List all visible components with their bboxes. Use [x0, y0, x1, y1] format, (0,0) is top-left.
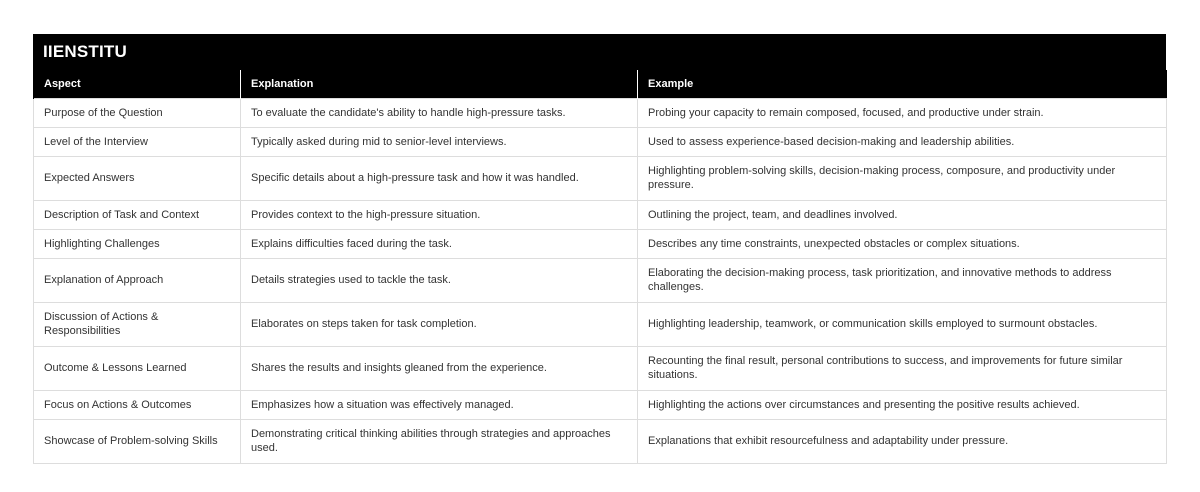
table-row [34, 302, 1167, 346]
cell-example: Highlighting leadership, teamwork, or communication skills employed to surmount obstacles. [638, 302, 1167, 346]
cell-explanation: To evaluate the candidate's ability to handle high-pressure tasks. [241, 98, 638, 127]
cell-example: Recounting the final result, personal contributions to success, and improvements for future similar situations. [638, 346, 1167, 390]
table-header-row [34, 70, 1167, 98]
content-table-wrapper [33, 34, 1166, 464]
cell-aspect: Outcome & Lessons Learned [34, 346, 241, 390]
table-row [34, 200, 1167, 229]
cell-aspect: Purpose of the Question [34, 98, 241, 127]
cell-aspect: Level of the Interview [34, 127, 241, 156]
column-header-aspect: Aspect [34, 70, 241, 98]
cell-example: Used to assess experience-based decision-making and leadership abilities. [638, 127, 1167, 156]
brand-header-bar [33, 34, 1166, 70]
cell-example: Explanations that exhibit resourcefulness and adaptability under pressure. [638, 419, 1167, 463]
cell-aspect: Expected Answers [34, 156, 241, 200]
cell-explanation: Details strategies used to tackle the task. [241, 258, 638, 302]
cell-explanation: Elaborates on steps taken for task completion. [241, 302, 638, 346]
cell-example: Outlining the project, team, and deadlines involved. [638, 200, 1167, 229]
column-header-example: Example [638, 70, 1167, 98]
cell-explanation: Typically asked during mid to senior-level interviews. [241, 127, 638, 156]
cell-aspect: Explanation of Approach [34, 258, 241, 302]
cell-example: Probing your capacity to remain composed, focused, and productive under strain. [638, 98, 1167, 127]
cell-aspect: Focus on Actions & Outcomes [34, 390, 241, 419]
table-row [34, 419, 1167, 463]
table-row [34, 229, 1167, 258]
table-row [34, 156, 1167, 200]
cell-aspect: Description of Task and Context [34, 200, 241, 229]
aspect-table [33, 70, 1167, 464]
table-row [34, 258, 1167, 302]
brand-title: IIENSTITU [43, 42, 127, 61]
cell-explanation: Explains difficulties faced during the task. [241, 229, 638, 258]
cell-example: Highlighting problem-solving skills, decision-making process, composure, and productivity under pressure. [638, 156, 1167, 200]
cell-explanation: Specific details about a high-pressure task and how it was handled. [241, 156, 638, 200]
cell-aspect: Highlighting Challenges [34, 229, 241, 258]
table-row [34, 127, 1167, 156]
table-row [34, 346, 1167, 390]
cell-explanation: Shares the results and insights gleaned from the experience. [241, 346, 638, 390]
table-row [34, 390, 1167, 419]
column-header-explanation: Explanation [241, 70, 638, 98]
table-row [34, 98, 1167, 127]
cell-explanation: Provides context to the high-pressure situation. [241, 200, 638, 229]
cell-aspect: Showcase of Problem-solving Skills [34, 419, 241, 463]
cell-aspect: Discussion of Actions & Responsibilities [34, 302, 241, 346]
cell-example: Highlighting the actions over circumstances and presenting the positive results achieved. [638, 390, 1167, 419]
cell-example: Describes any time constraints, unexpected obstacles or complex situations. [638, 229, 1167, 258]
cell-explanation: Demonstrating critical thinking abilities through strategies and approaches used. [241, 419, 638, 463]
cell-example: Elaborating the decision-making process, task prioritization, and innovative methods to address challenges. [638, 258, 1167, 302]
cell-explanation: Emphasizes how a situation was effectively managed. [241, 390, 638, 419]
